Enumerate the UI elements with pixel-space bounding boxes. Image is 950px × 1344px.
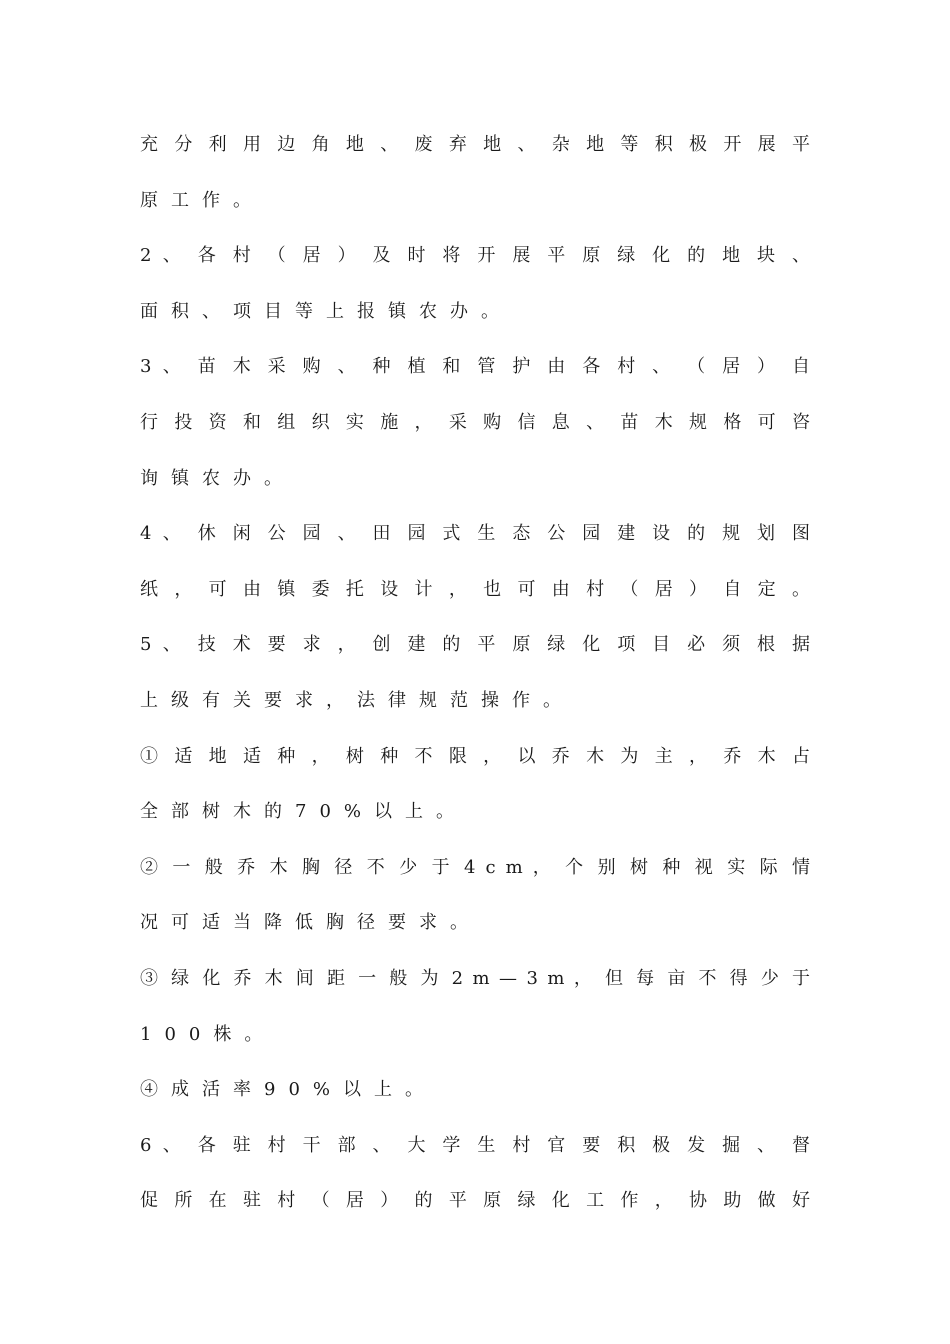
text-line: 6 、 各 驻 村 干 部 、 大 学 生 村 官 要 积 极 发 掘 、 督 bbox=[140, 1134, 810, 1156]
document-body bbox=[140, 117, 810, 1229]
text-line: 面积、项目等上报镇农办。 bbox=[140, 300, 512, 322]
text-line: ② 一 般 乔 木 胸 径 不 少 于 4 c m ， 个 别 树 种 视 实 际 情 bbox=[140, 856, 810, 878]
text-line: ④成活率90%以上。 bbox=[140, 1079, 437, 1101]
text-line: 上级有关要求，法律规范操作。 bbox=[140, 689, 574, 711]
text-line: 行 投 资 和 组 织 实 施 ， 采 购 信 息 、 苗 木 规 格 可 咨 bbox=[140, 411, 810, 433]
text-line: 询镇农办。 bbox=[140, 467, 295, 489]
text-line: 4 、 休 闲 公 园 、 田 园 式 生 态 公 园 建 设 的 规 划 图 bbox=[140, 523, 810, 545]
text-line: 纸 ， 可 由 镇 委 托 设 计 ， 也 可 由 村 （ 居 ） 自 定 。 bbox=[140, 578, 810, 600]
text-line: ① 适 地 适 种 ， 树 种 不 限 ， 以 乔 木 为 主 ， 乔 木 占 bbox=[140, 745, 810, 767]
text-line: 充 分 利 用 边 角 地 、 废 弃 地 、 杂 地 等 积 极 开 展 平 bbox=[140, 134, 810, 155]
text-line: 全部树木的70%以上。 bbox=[140, 801, 468, 823]
text-line: 3 、 苗 木 采 购 、 种 植 和 管 护 由 各 村 、 （ 居 ） 自 bbox=[140, 356, 810, 378]
text-line: 况可适当降低胸径要求。 bbox=[140, 912, 481, 934]
text-line: ③ 绿 化 乔 木 间 距 一 般 为 2 m — 3 m ， 但 每 亩 不 得 少 于 bbox=[140, 967, 810, 989]
text-line: 原工作。 bbox=[140, 189, 264, 211]
text-line: 100株。 bbox=[140, 1023, 276, 1045]
text-line: 5 、 技 术 要 求 ， 创 建 的 平 原 绿 化 项 目 必 须 根 据 bbox=[140, 634, 810, 656]
text-line: 2 、 各 村 （ 居 ） 及 时 将 开 展 平 原 绿 化 的 地 块 、 bbox=[140, 245, 810, 267]
text-line: 促 所 在 驻 村 （ 居 ） 的 平 原 绿 化 工 作 ， 协 助 做 好 bbox=[140, 1190, 810, 1212]
